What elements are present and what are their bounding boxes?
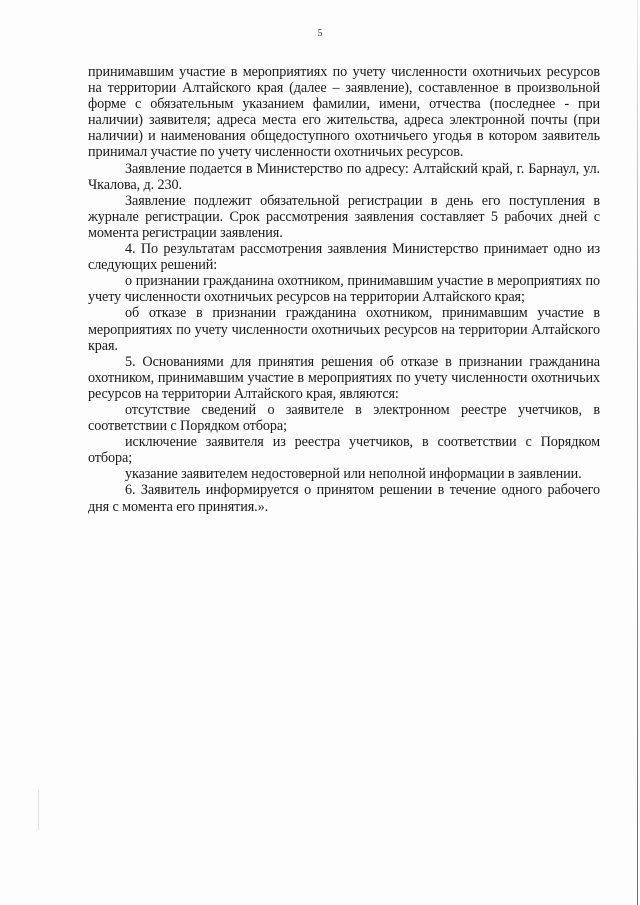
scan-artifact: [38, 790, 39, 830]
page-number: 5: [317, 28, 323, 39]
document-body: [88, 64, 600, 515]
scan-edge-line: [637, 0, 638, 905]
paragraph-registration: Заявление подлежит обязательной регистрации в день его поступления в журнале регистрации. Срок рассмотрения заявления составляет 5 рабочих дней с момента регистрации заявления.: [88, 192, 600, 241]
paragraph-clause-5: 5. Основаниями для принятия решения об отказе в признании гражданина охотником, принимавшим участие в мероприятиях по учету численности охотничьих ресурсов на территории Алтайского края, являются:: [88, 353, 600, 402]
paragraph-clause-6: 6. Заявитель информируется о принятом решении в течение одного рабочего дня с момента его принятия.».: [88, 482, 600, 515]
paragraph-clause-4: 4. По результатам рассмотрения заявления Министерство принимает одно из следующих решений:: [88, 241, 600, 274]
paragraph-decision-recognize: о признании гражданина охотником, принимавшим участие в мероприятиях по учету численности охотничьих ресурсов на территории Алтайского края;: [88, 273, 600, 306]
paragraph-submission-address: Заявление подается в Министерство по адресу: Алтайский край, г. Барнаул, ул. Чкалова, д. 230.: [88, 160, 600, 193]
paragraph-continuation: принимавшим участие в мероприятиях по учету численности охотничьих ресурсов на территории Алтайского края (далее – заявление), составленное в произвольной форме с обязательным указанием фамилии, имени, отчества (последнее - при наличии) заявителя; адреса места его жительства, адреса электронной почты (при наличии) и наименования общедоступного охотничьего угодья в котором заявитель принимал участие по учету численности охотничьих ресурсов.: [88, 64, 600, 161]
paragraph-decision-refuse: об отказе в признании гражданина охотником, принимавшим участие в мероприятиях по учету численности охотничьих ресурсов на территории Алтайского края.: [88, 305, 600, 354]
paragraph-ground-absence: отсутствие сведений о заявителе в электронном реестре учетчиков, в соответствии с Порядком отбора;: [88, 401, 600, 435]
paragraph-ground-false-info: указание заявителем недостоверной или неполной информации в заявлении.: [125, 466, 582, 483]
paragraph-ground-exclusion: исключение заявителя из реестра учетчиков, в соответствии с Порядком отбора;: [88, 434, 600, 467]
